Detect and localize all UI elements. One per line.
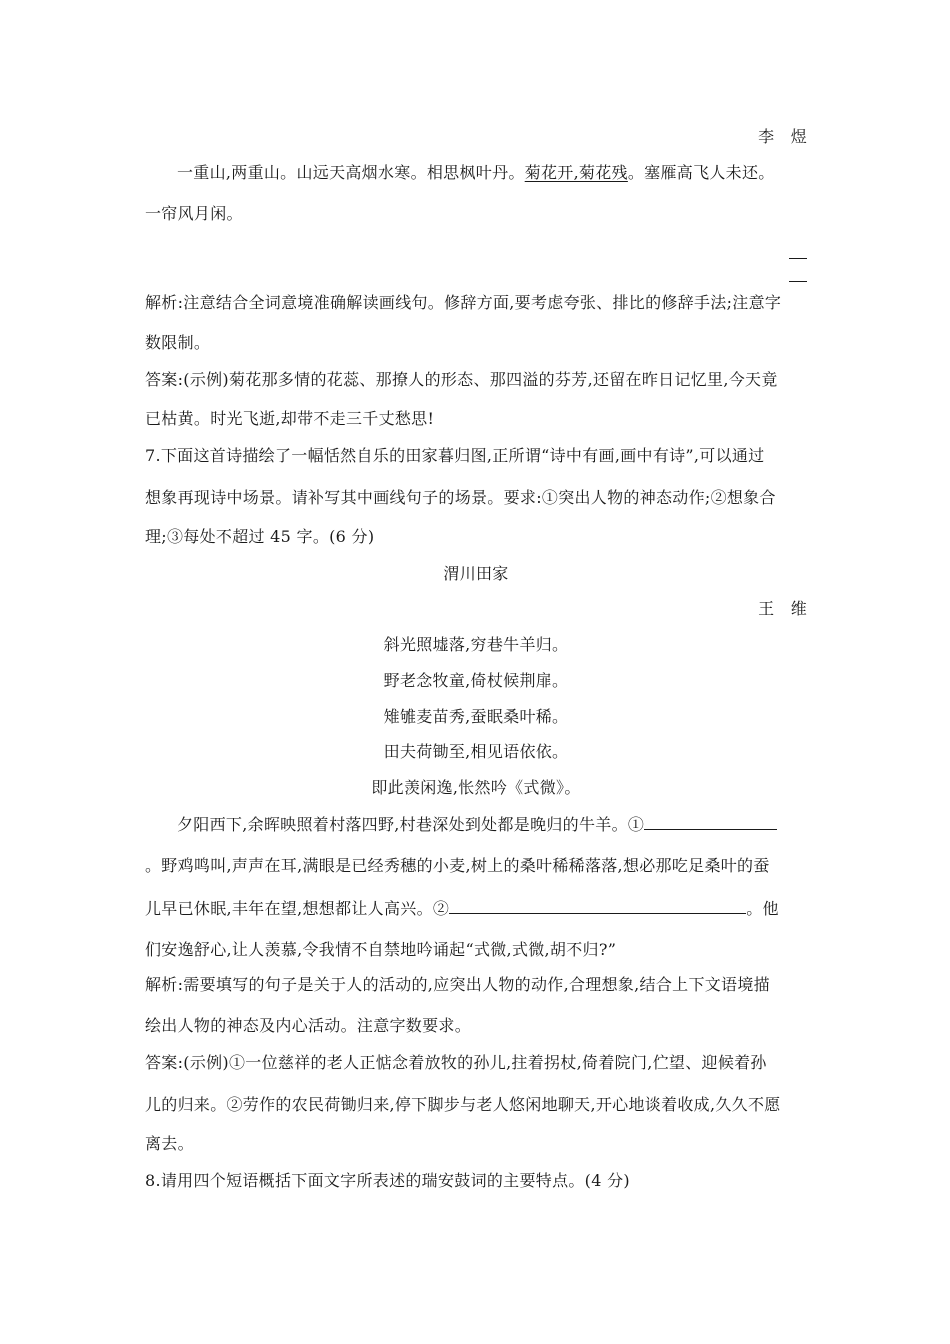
q6-analysis-line-2: 数限制。 [145,333,211,352]
poem2-line-4: 田夫荷锄至,相见语依依。 [383,742,569,761]
q6-answer-line-2: 已枯黄。时光飞逝,却带不走三千丈愁思! [145,409,435,428]
q7-stem-line-3: 理;③每处不超过 45 字。(6 分) [145,527,375,546]
q7-analysis-line-1: 解析:需要填写的句子是关于人的活动的,应突出人物的动作,合理想象,结合上下文语境描 [145,975,770,994]
poem1-line1-pre: 一重山,两重山。山远天高烟水寒。相思枫叶丹。 [177,163,525,182]
q7-passage-line-3 [145,898,807,919]
poem1-author: 李 煜 [758,127,807,146]
q7-passage-line-2: 。野鸡鸣叫,声声在耳,满眼是已经秀穗的小麦,树上的桑叶稀稀落落,想必那吃足桑叶的蚕 [145,856,770,875]
q6-analysis-line-1: 解析:注意结合全词意境准确解读画线句。修辞方面,要考虑夸张、排比的修辞手法;注意字 [145,293,782,312]
poem2-line-1: 斜光照墟落,穷巷牛羊归。 [383,635,569,654]
q6-answer-line-1: 答案:(示例)菊花那多情的花蕊、那撩人的形态、那四溢的芬芳,还留在昨日记忆里,今天竟 [145,370,778,389]
q7-answer-line-2: 儿的归来。②劳作的农民荷锄归来,停下脚步与老人悠闲地聊天,开心地谈着收成,久久不愿 [145,1095,781,1114]
q7-answer-line-1: 答案:(示例)①一位慈祥的老人正惦念着放牧的孙儿,拄着拐杖,倚着院门,伫望、迎候着孙 [145,1053,767,1072]
poem1-line1-post: 。塞雁高飞人未还。 [627,163,775,182]
poem1-underlined-phrase: 菊花开,菊花残 [524,163,628,182]
poem2-author: 王 维 [758,599,807,618]
q7-answer-line-3: 离去。 [145,1134,194,1153]
q7-stem-line-1: 7.下面这首诗描绘了一幅恬然自乐的田家暮归图,正所谓“诗中有画,画中有诗”,可以通过 [145,446,765,465]
poem1-line1 [177,163,807,183]
q7-passage-text-1: 夕阳西下,余晖映照着村落四野,村巷深处到处都是晚归的牛羊。① [177,815,645,834]
q7-passage-line-4: 们安逸舒心,让人羡慕,令我情不自禁地吟诵起“式微,式微,胡不归?” [145,940,617,959]
poem2-line-2: 野老念牧童,倚杖候荆扉。 [383,671,569,690]
poem2-line-5: 即此羡闲逸,怅然吟《式微》。 [371,778,581,797]
poem2-title: 渭川田家 [443,564,509,583]
fill-blank-2[interactable] [449,898,746,914]
q7-analysis-line-2: 绘出人物的神态及内心活动。注意字数要求。 [145,1016,472,1035]
q7-passage-text-3-pre: 儿早已休眠,丰年在望,想想都让人高兴。② [145,899,450,918]
answer-blank-line-2 [789,281,807,282]
q7-passage-text-3-post: 。他 [746,899,779,918]
poem1-line2: 一帘风月闲。 [145,204,243,223]
q7-passage-line-1 [177,814,807,835]
fill-blank-1[interactable] [644,814,777,830]
q8-stem: 8.请用四个短语概括下面文字所表述的瑞安鼓词的主要特点。(4 分) [145,1171,630,1190]
poem2-line-3: 雉雊麦苗秀,蚕眠桑叶稀。 [383,707,569,726]
q7-stem-line-2: 想象再现诗中场景。请补写其中画线句子的场景。要求:①突出人物的神态动作;②想象合 [145,488,776,507]
answer-blank-line-1 [789,258,807,259]
